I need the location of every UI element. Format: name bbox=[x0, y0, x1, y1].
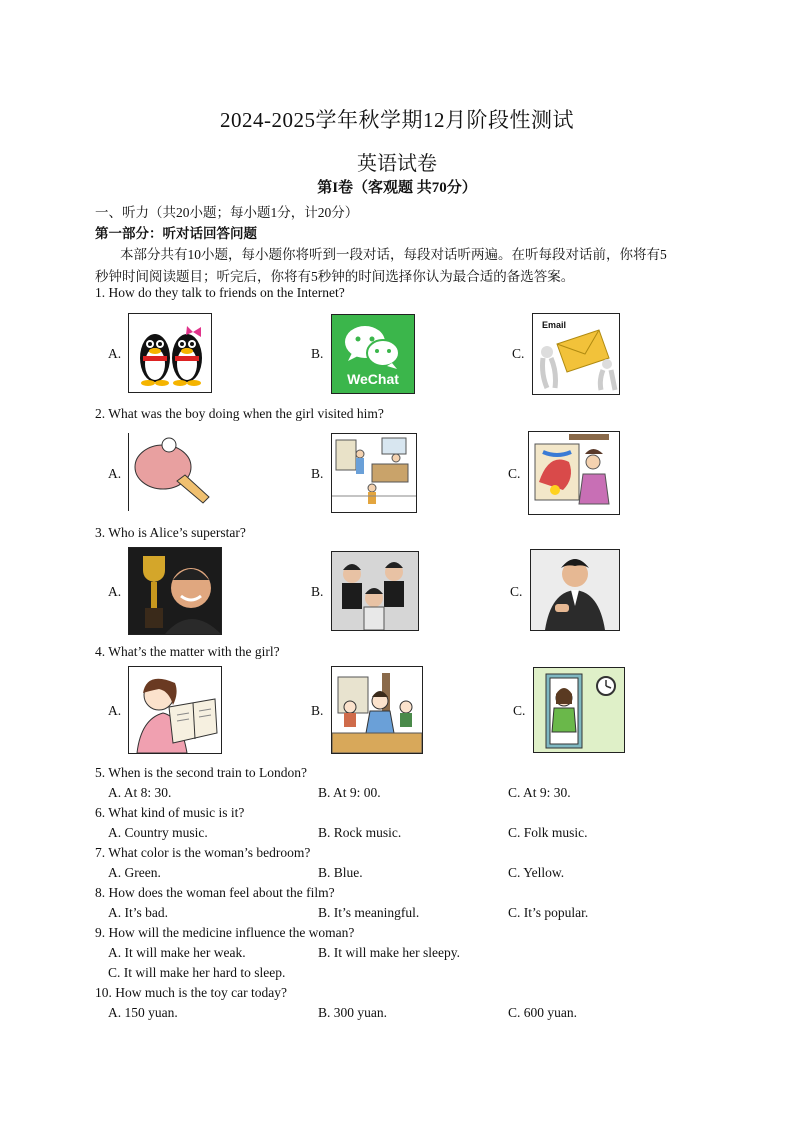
q6-option-c[interactable]: C. Folk music. bbox=[508, 825, 588, 840]
q3-option-a-label[interactable]: A. bbox=[108, 584, 122, 599]
question-3: 3. Who is Alice’s superstar? bbox=[95, 525, 246, 540]
instruction-line-1: 本部分共有10小题，每小题你将听到一段对话，每段对话听两遍。在听每段对话前，你将有5 bbox=[120, 247, 667, 262]
girl-in-classroom-icon[interactable] bbox=[331, 666, 423, 754]
q6-option-b[interactable]: B. Rock music. bbox=[318, 825, 402, 840]
q10-option-b[interactable]: B. 300 yuan. bbox=[318, 1005, 387, 1020]
man-with-trophy-photo[interactable] bbox=[128, 547, 222, 635]
subject-title: 英语试卷 bbox=[357, 153, 437, 175]
q4-option-a-label[interactable]: A. bbox=[108, 703, 122, 718]
email-figures-icon[interactable] bbox=[532, 313, 620, 395]
q8-option-a[interactable]: A. It’s bad. bbox=[108, 905, 168, 920]
wechat-logo-icon[interactable] bbox=[331, 314, 415, 394]
q7-option-b[interactable]: B. Blue. bbox=[318, 865, 363, 880]
question-10: 10. How much is the toy car today? bbox=[95, 985, 287, 1000]
boy-band-photo[interactable] bbox=[331, 551, 419, 631]
q3-option-c-label[interactable]: C. bbox=[510, 584, 523, 599]
q6-option-a[interactable]: A. Country music. bbox=[108, 825, 208, 840]
girl-at-door-clock-icon[interactable] bbox=[533, 667, 625, 753]
question-9: 9. How will the medicine influence the woman? bbox=[95, 925, 355, 940]
q2-option-a-label[interactable]: A. bbox=[108, 466, 122, 481]
q8-option-b[interactable]: B. It’s meaningful. bbox=[318, 905, 420, 920]
section-heading: 一、听力（共20小题；每小题1分，计20分） bbox=[95, 205, 359, 220]
ping-pong-paddle-icon[interactable] bbox=[128, 433, 213, 511]
q1-option-a-label[interactable]: A. bbox=[108, 346, 122, 361]
q7-option-a[interactable]: A. Green. bbox=[108, 865, 161, 880]
email-logo-text: Email bbox=[542, 320, 567, 330]
wechat-logo-text: WeChat bbox=[347, 371, 399, 387]
q9-option-c[interactable]: C. It will make her hard to sleep. bbox=[108, 965, 286, 980]
q5-option-c[interactable]: C. At 9: 30. bbox=[508, 785, 571, 800]
q9-option-b[interactable]: B. It will make her sleepy. bbox=[318, 945, 460, 960]
instruction-line-2: 秒钟时间阅读题目；听完后，你将有5秒钟的时间选择你认为最合适的备选答案。 bbox=[95, 269, 575, 284]
girl-reading-book-icon[interactable] bbox=[128, 666, 222, 754]
singer-portrait-photo[interactable] bbox=[530, 549, 620, 631]
q2-option-b-label[interactable]: B. bbox=[311, 466, 324, 481]
q2-option-c-label[interactable]: C. bbox=[508, 466, 521, 481]
painting-girl-icon[interactable] bbox=[528, 431, 620, 515]
question-7: 7. What color is the woman’s bedroom? bbox=[95, 845, 311, 860]
q4-option-b-label[interactable]: B. bbox=[311, 703, 324, 718]
q1-option-c-label[interactable]: C. bbox=[512, 346, 525, 361]
q1-option-b-label[interactable]: B. bbox=[311, 346, 324, 361]
q8-option-c[interactable]: C. It’s popular. bbox=[508, 905, 589, 920]
q10-option-c[interactable]: C. 600 yuan. bbox=[508, 1005, 577, 1020]
question-6: 6. What kind of music is it? bbox=[95, 805, 245, 820]
question-8: 8. How does the woman feel about the film? bbox=[95, 885, 335, 900]
q5-option-a[interactable]: A. At 8: 30. bbox=[108, 785, 172, 800]
q5-option-b[interactable]: B. At 9: 00. bbox=[318, 785, 381, 800]
question-2: 2. What was the boy doing when the girl visited him? bbox=[95, 406, 384, 421]
qq-penguins-icon[interactable] bbox=[128, 313, 212, 393]
question-5: 5. When is the second train to London? bbox=[95, 765, 307, 780]
part-heading: 第一部分：听对话回答问题 bbox=[95, 226, 257, 241]
q3-option-b-label[interactable]: B. bbox=[311, 584, 324, 599]
q9-option-a[interactable]: A. It will make her weak. bbox=[108, 945, 246, 960]
question-4: 4. What’s the matter with the girl? bbox=[95, 644, 280, 659]
q4-option-c-label[interactable]: C. bbox=[513, 703, 526, 718]
q10-option-a[interactable]: A. 150 yuan. bbox=[108, 1005, 178, 1020]
volume-title: 第I卷（客观题 共70分） bbox=[317, 180, 477, 196]
question-1: 1. How do they talk to friends on the Internet? bbox=[95, 285, 345, 300]
living-room-scene-icon[interactable] bbox=[331, 433, 417, 513]
q7-option-c[interactable]: C. Yellow. bbox=[508, 865, 565, 880]
exam-title: 2024-2025学年秋学期12月阶段性测试 bbox=[220, 108, 574, 132]
